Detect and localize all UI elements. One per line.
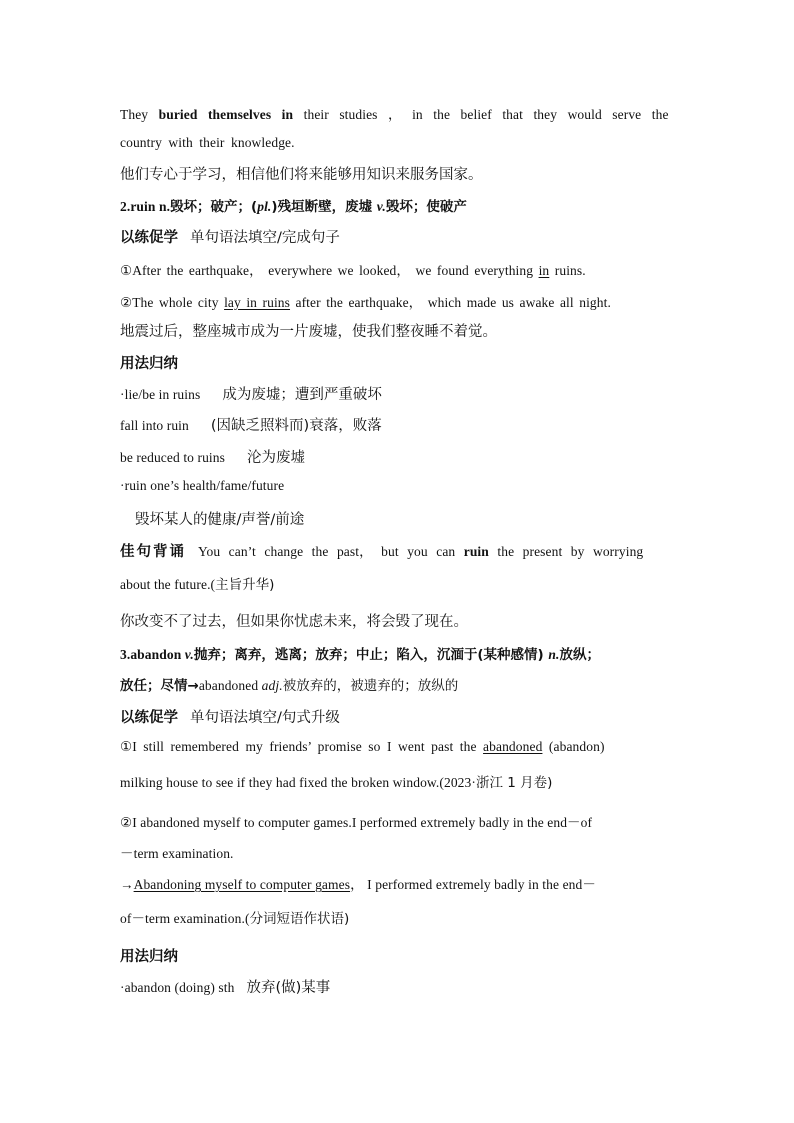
exercise-answer: lay in ruins: [224, 295, 291, 310]
meaning: )残垣断壁，废墟: [271, 199, 377, 215]
example-translation: 他们专心于学习，相信他们将来能够用知识来服务国家。: [120, 167, 483, 183]
exercise-3: [120, 739, 605, 755]
exercise-1: [120, 259, 586, 279]
headword: abandon: [130, 647, 185, 662]
exercise-4-line-2: －term examination.: [120, 846, 234, 861]
practice-subtitle: 单句语法填空/完成句子: [190, 230, 340, 246]
part-of-speech: n.: [548, 647, 560, 662]
derived-word: abandoned: [198, 678, 262, 693]
exercise-source: 浙江 1 月卷): [475, 775, 553, 791]
usage-item: [120, 976, 330, 997]
usage-meaning: 毁坏某人的健康/声誉/前途: [135, 512, 305, 528]
exercise-text: of－term examination.(: [120, 911, 250, 926]
practice-title: 以练促学: [120, 230, 178, 246]
exercise-2-translation: 地震过后，整座城市成为一片废墟，使我们整夜睡不着觉。: [120, 324, 497, 340]
plural-marker: pl.: [257, 199, 272, 214]
usage-item: [120, 414, 382, 435]
entry-number: 3.: [120, 647, 131, 662]
exercise-2: [120, 291, 611, 311]
meaning: 毁坏；破产；(: [170, 199, 258, 215]
exercise-answer: abandoned: [483, 739, 543, 754]
vocab-entry-ruin: [120, 195, 467, 215]
vocab-entry-abandon: [120, 643, 600, 663]
exercise-3-line-2: [120, 771, 552, 791]
usage-heading: 用法归纳: [120, 949, 178, 965]
quote-keyword: ruin: [463, 544, 489, 559]
meaning: 放纵；: [559, 647, 601, 663]
part-of-speech: adj.: [261, 678, 283, 693]
quote-text: about the future.(: [120, 577, 216, 592]
text-run: They: [120, 107, 159, 122]
exercise-answer: Abandoning myself to computer games: [133, 877, 351, 892]
quote-text: the present by worrying: [488, 544, 644, 559]
arrow-icon: →: [120, 877, 134, 892]
usage-item: [120, 383, 382, 404]
exercise-text: (abandon): [542, 739, 605, 754]
exercise-text: ①After the earthquake， everywhere we looked， we found everything: [120, 263, 539, 278]
exercise-text: after the earthquake， which made us awake all night.: [290, 295, 611, 310]
vocab-entry-abandon-line-2: [120, 674, 458, 694]
exercise-4-line-4: [120, 907, 349, 927]
usage-meaning: (因缺乏照料而)衰落，败落: [210, 418, 382, 434]
exercise-text: milking house to see if they had fixed the broken window.(2023·: [120, 775, 476, 790]
practice-subtitle: 单句语法填空/句式升级: [190, 710, 340, 726]
quote-translation: 你改变不了过去，但如果你忧虑未来，将会毁了现在。: [120, 614, 468, 630]
exercise-text: ruins.: [549, 263, 586, 278]
entry-number: 2.: [120, 199, 131, 214]
quote-note: 主旨升华): [215, 577, 275, 593]
quote-line-1: [120, 540, 643, 561]
usage-heading: 用法归纳: [120, 356, 178, 372]
practice-heading: [120, 706, 340, 727]
meaning: 抛弃；离弃，逃离；放弃；中止；陷入，沉湎于(某种感情): [193, 647, 549, 663]
exercise-text: ①I still remembered my friends’ promise so I went past the: [120, 739, 484, 754]
part-of-speech: n.: [158, 199, 171, 214]
usage-phrase: fall into ruin: [120, 418, 189, 433]
practice-heading: [120, 226, 340, 247]
example-sentence-line-1: [120, 103, 669, 123]
quote-label: 佳句背诵: [120, 544, 186, 560]
part-of-speech: v.: [376, 199, 386, 214]
practice-title: 以练促学: [120, 710, 178, 726]
usage-meaning: 沦为废墟: [247, 450, 305, 466]
quote-line-2: [120, 573, 274, 593]
exercise-text: ， I performed extremely badly in the end－: [350, 877, 596, 892]
usage-meaning: 成为废墟；遭到严重破坏: [222, 387, 382, 403]
exercise-4-line-3: [120, 873, 596, 893]
usage-phrase: ·abandon (doing) sth: [120, 980, 235, 995]
exercise-answer: in: [538, 263, 550, 278]
meaning: 被放弃的，被遗弃的；放纵的: [282, 678, 459, 694]
highlighted-phrase: buried themselves in: [158, 107, 294, 122]
exercise-4-line-1: ②I abandoned myself to computer games.I performed extremely badly in the end－of: [120, 815, 593, 830]
usage-phrase: ·ruin one’s health/fame/future: [120, 478, 285, 493]
text-run: their studies ， in the belief that they would serve the: [293, 107, 669, 122]
exercise-note: 分词短语作状语): [249, 911, 350, 927]
example-sentence-line-2: country with their knowledge.: [120, 135, 295, 150]
usage-phrase: be reduced to ruins: [120, 450, 225, 465]
usage-item: [120, 446, 305, 467]
meaning: 放任；尽情→: [120, 678, 199, 694]
meaning: 毁坏；使破产: [385, 199, 467, 215]
part-of-speech: v.: [184, 647, 194, 662]
usage-meaning: 放弃(做)某事: [246, 980, 331, 996]
usage-phrase: ·lie/be in ruins: [120, 387, 201, 402]
quote-text: You can’t change the past， but you can: [198, 544, 464, 559]
exercise-text: ②The whole city: [120, 295, 225, 310]
headword: ruin: [130, 199, 159, 214]
